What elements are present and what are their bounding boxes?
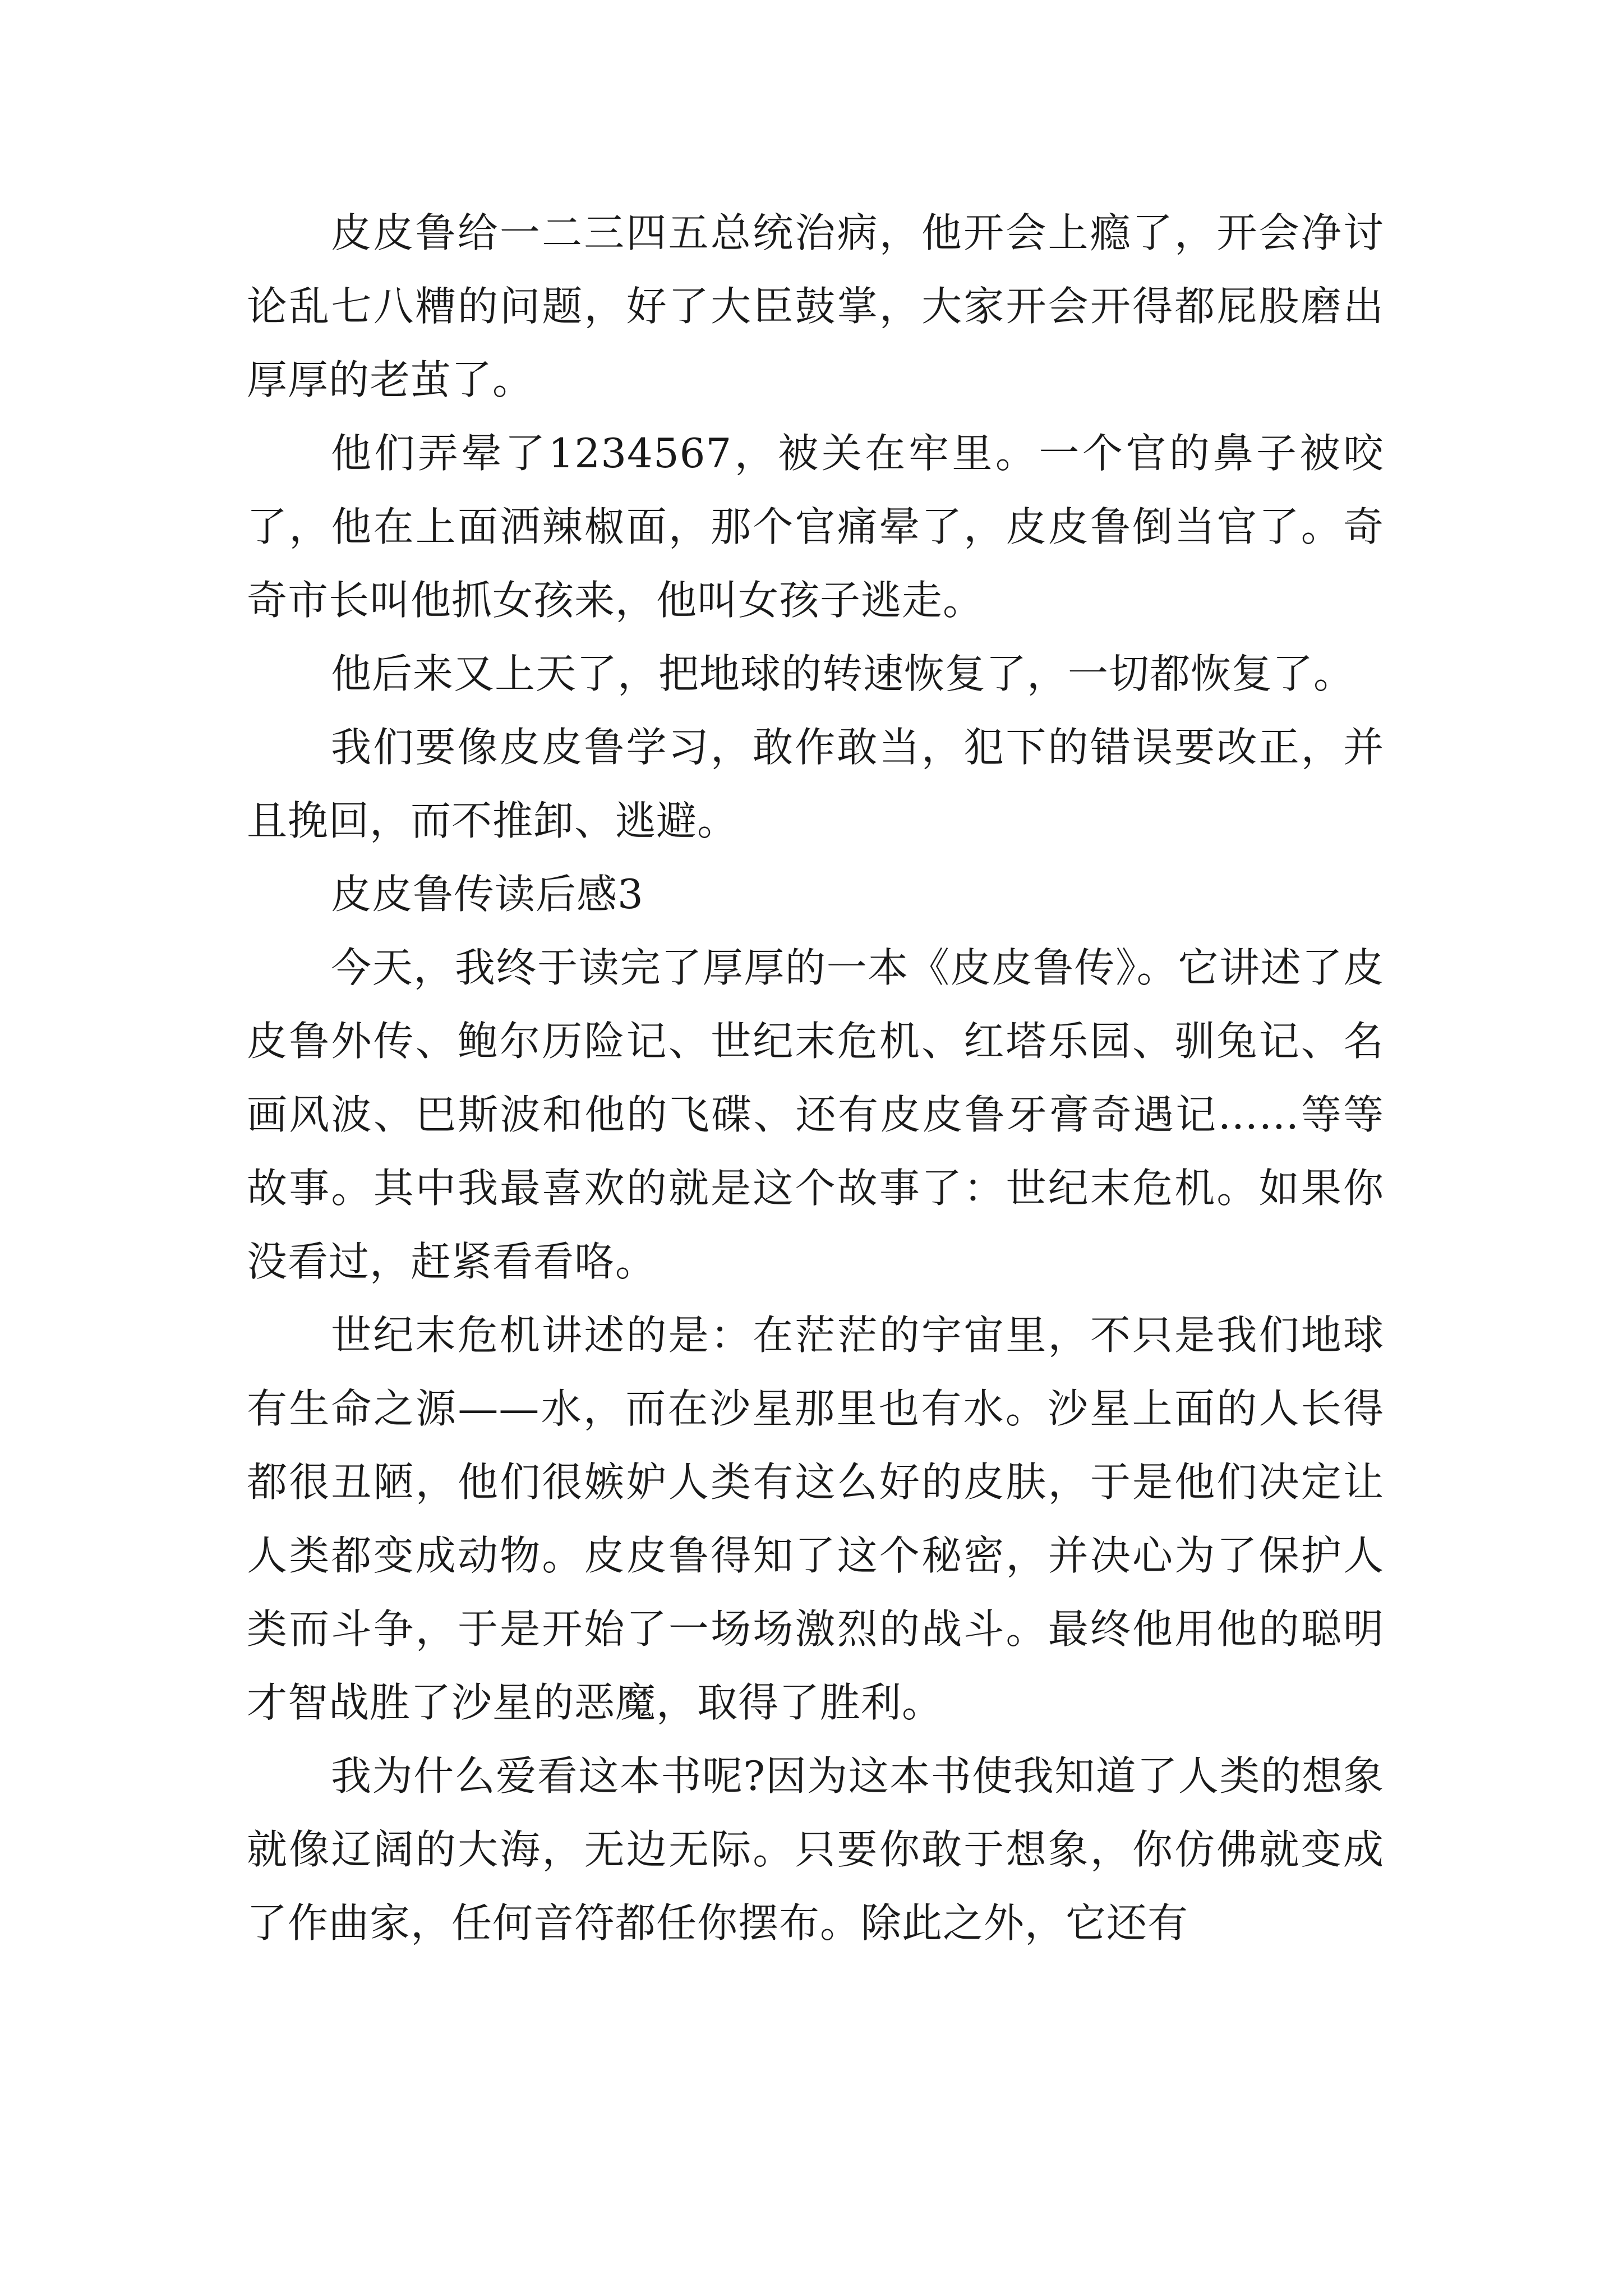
paragraph-book-intro: 今天，我终于读完了厚厚的一本《皮皮鲁传》。它讲述了皮皮鲁外传、鲍尔历险记、世纪末危机、红塔乐园、驯兔记、名画风波、巴斯波和他的飞碟、还有皮皮鲁牙膏奇遇记……等等故事。其中我最喜欢的就是这个故事了：世纪末危机。如果你没看过，赶紧看看咯。 (247, 944, 1384, 1285)
paragraph-century-crisis: 世纪末危机讲述的是：在茫茫的宇宙里，不只是我们地球有生命之源——水，而在沙星那里也有水。沙星上面的人长得都很丑陋，他们很嫉妒人类有这么好的皮肤，于是他们决定让人类都变成动物。皮皮鲁得知了这个秘密，并决心为了保护人类而斗争，于是开始了一场场激烈的战斗。最终他用他的聪明才智战胜了沙星的恶魔，取得了胜利。 (247, 1312, 1384, 1726)
paragraph-lesson: 我们要像皮皮鲁学习，敢作敢当，犯下的错误要改正，并且挽回，而不推卸、逃避。 (247, 724, 1384, 844)
document-body (247, 196, 1384, 1960)
paragraph-why-read: 我为什么爱看这本书呢?因为这本书使我知道了人类的想象就像辽阔的大海，无边无际。只要你敢于想象，你仿佛就变成了作曲家，任何音符都任你摆布。除此之外，它还有 (247, 1752, 1384, 1947)
paragraph-prison-official: 他们弄晕了1234567，被关在牢里。一个官的鼻子被咬了，他在上面洒辣椒面，那个官痛晕了，皮皮鲁倒当官了。奇奇市长叫他抓女孩来，他叫女孩子逃走。 (247, 430, 1384, 624)
paragraph-doctor-president: 皮皮鲁给一二三四五总统治病，他开会上瘾了，开会净讨论乱七八糟的问题，好了大臣鼓掌，大家开会开得都屁股磨出厚厚的老茧了。 (247, 209, 1384, 403)
section-heading: 皮皮鲁传读后感3 (331, 871, 644, 918)
paragraph-earth-rotation: 他后来又上天了，把地球的转速恢复了，一切都恢复了。 (331, 650, 1355, 697)
